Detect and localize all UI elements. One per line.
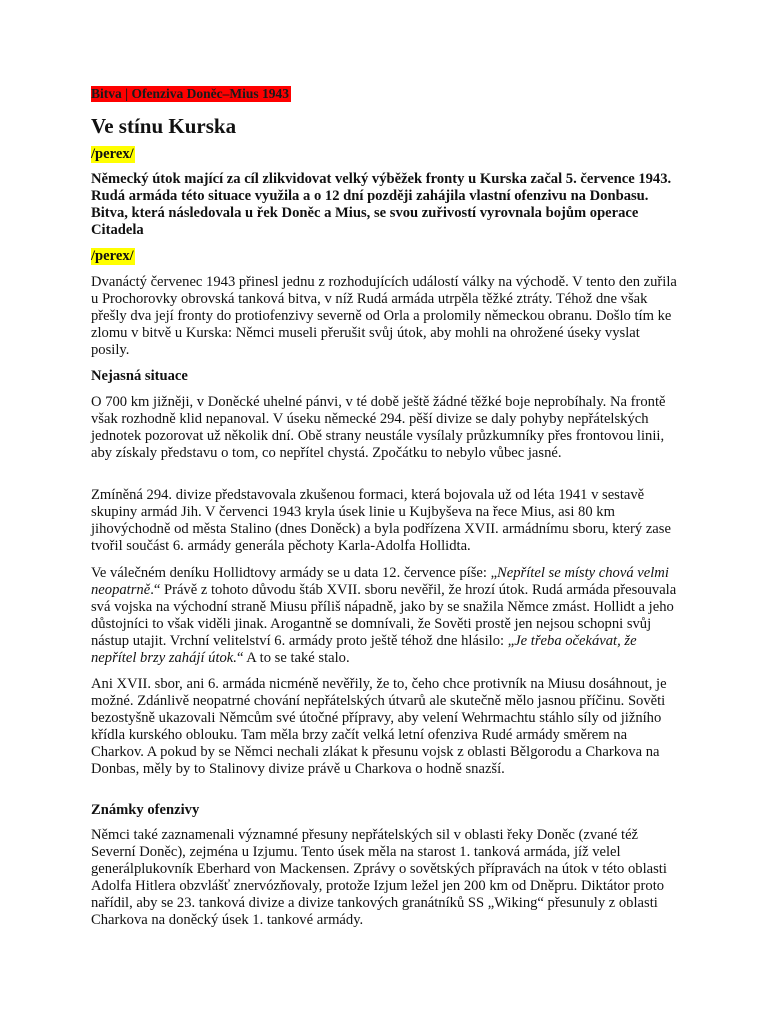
perex-open-tag: /perex/ <box>91 146 134 162</box>
perex-close-tag: /perex/ <box>91 248 134 264</box>
section-heading-2: Známky ofenzivy <box>91 802 200 818</box>
article-title: Ve stínu Kurska <box>91 114 237 138</box>
paragraph-1: Dvanáctý červenec 1943 přinesl jednu z rozhodujících událostí války na východě. V tento den zuřila u Prochorovky obrovská tanková bitva, v níž Rudá armáda utrpěla těžké ztráty. Téhož dne však přešly dva její fronty do protiofenzivy severně od Orla a prolomily německou obranu. Došlo tím ke zlomu v bitvě u Kurska: Němci museli přerušit svůj útok, aby mohli na ohrožené úseky vyslat posily. <box>91 274 677 358</box>
paragraph-4 <box>91 565 681 666</box>
paragraph-5: Ani XVII. sbor, ani 6. armáda nicméně nevěřily, že to, čeho chce protivník na Miusu dosáhnout, je možné. Zdánlivě neopatrné chování nepřátelských útvarů ale skutečně mělo jasnou příčinu. Sověti bezostyšně ukazovali Němcům své útočné přípravy, aby velení Wehrmachtu stáhlo síly od jižního křídla kurského oblouku. Tam měla brzy začít velká letní ofenziva Rudé armády směrem na Charkov. A pokud by se Němci nechali zlákat k přesunu vojsk z oblasti Bělgorodu a Charkova na Donbas, měly by to Stalinovy divize právě u Charkova o hodně snazší. <box>91 676 667 777</box>
paragraph-6: Němci také zaznamenali významné přesuny nepřátelských sil v oblasti řeky Doněc (zvané též Severní Doněc), zejména u Izjumu. Tento úsek měla na starost 1. tanková armáda, jíž velel generálplukovník Eberhard von Mackensen. Zprávy o sovětských přípravách na útok v této oblasti Adolfa Hitlera obzvlášť znervózňovaly, protože Izjum ležel jen 200 km od Dněpru. Diktátor proto nařídil, aby se 23. tanková divize a divize tankových granátníků SS „Wiking“ přesunuly z oblasti Charkova na doněcký úsek 1. tankové armády. <box>91 827 667 928</box>
paragraph-4-part-c: “ A to se také stalo. <box>236 649 350 666</box>
paragraph-4-part-b: .“ Právě z tohoto důvodu štáb XVII. sboru nevěřil, že hrozí útok. Rudá armáda přesouvala svá vojska na východní straně Miusu příliš nápadně, jako by se snažila Němce zmást. Hollidt a jeho důstojníci to však viděli jinak. Arogantně se domnívali, že Sověti prostě jen nejsou schopni svůj nástup utajit. Vrchní velitelství 6. armády proto ještě téhož dne hlásilo: „ <box>91 581 677 649</box>
perex-text: Německý útok mající za cíl zlikvidovat velký výběžek fronty u Kurska začal 5. července 1943. Rudá armáda této situace využila a o 12 dní později zahájila vlastní ofenzivu na Donbasu. Bitva, která následovala u řek Doněc a Mius, se svou zuřivostí vyrovnala bojům operace Citadela <box>91 171 672 238</box>
section-heading-1: Nejasná situace <box>91 368 188 384</box>
paragraph-4-part-a: Ve válečném deníku Hollidtovy armády se u data 12. července píše: „ <box>91 565 498 581</box>
quote-1: Nepřítel se místy chová velmi neopatrně <box>91 565 669 598</box>
rubric-label: Bitva | Ofenziva Doněc–Mius 1943 <box>91 86 289 101</box>
quote-2: Je třeba očekávat, že nepřítel brzy zahájí útok. <box>91 632 637 666</box>
paragraph-3: Zmíněná 294. divize představovala zkušenou formaci, která bojovala už od léta 1941 v sestavě skupiny armád Jih. V červenci 1943 kryla úsek linie u Kujbyševa na řece Mius, asi 80 km jihovýchodně od města Stalino (dnes Doněck) a byla podřízena XVII. armádnímu sboru, který zase tvořil součást 6. armády generála pěchoty Karla-Adolfa Hollidta. <box>91 487 671 554</box>
paragraph-2: O 700 km jižněji, v Doněcké uhelné pánvi, v té době ještě žádné těžké boje neprobíhaly. Na frontě však rozhodně klid nepanoval. V úseku německé 294. pěší divize se daly pohyby nepřátelských jednotek pozorovat už několik dní. Obě strany neustále vysílaly průzkumníky přes frontovou linii, aby získaly představu o tom, co nepřítel chystá. Zpočátku to nebylo vůbec jasné. <box>91 394 666 461</box>
